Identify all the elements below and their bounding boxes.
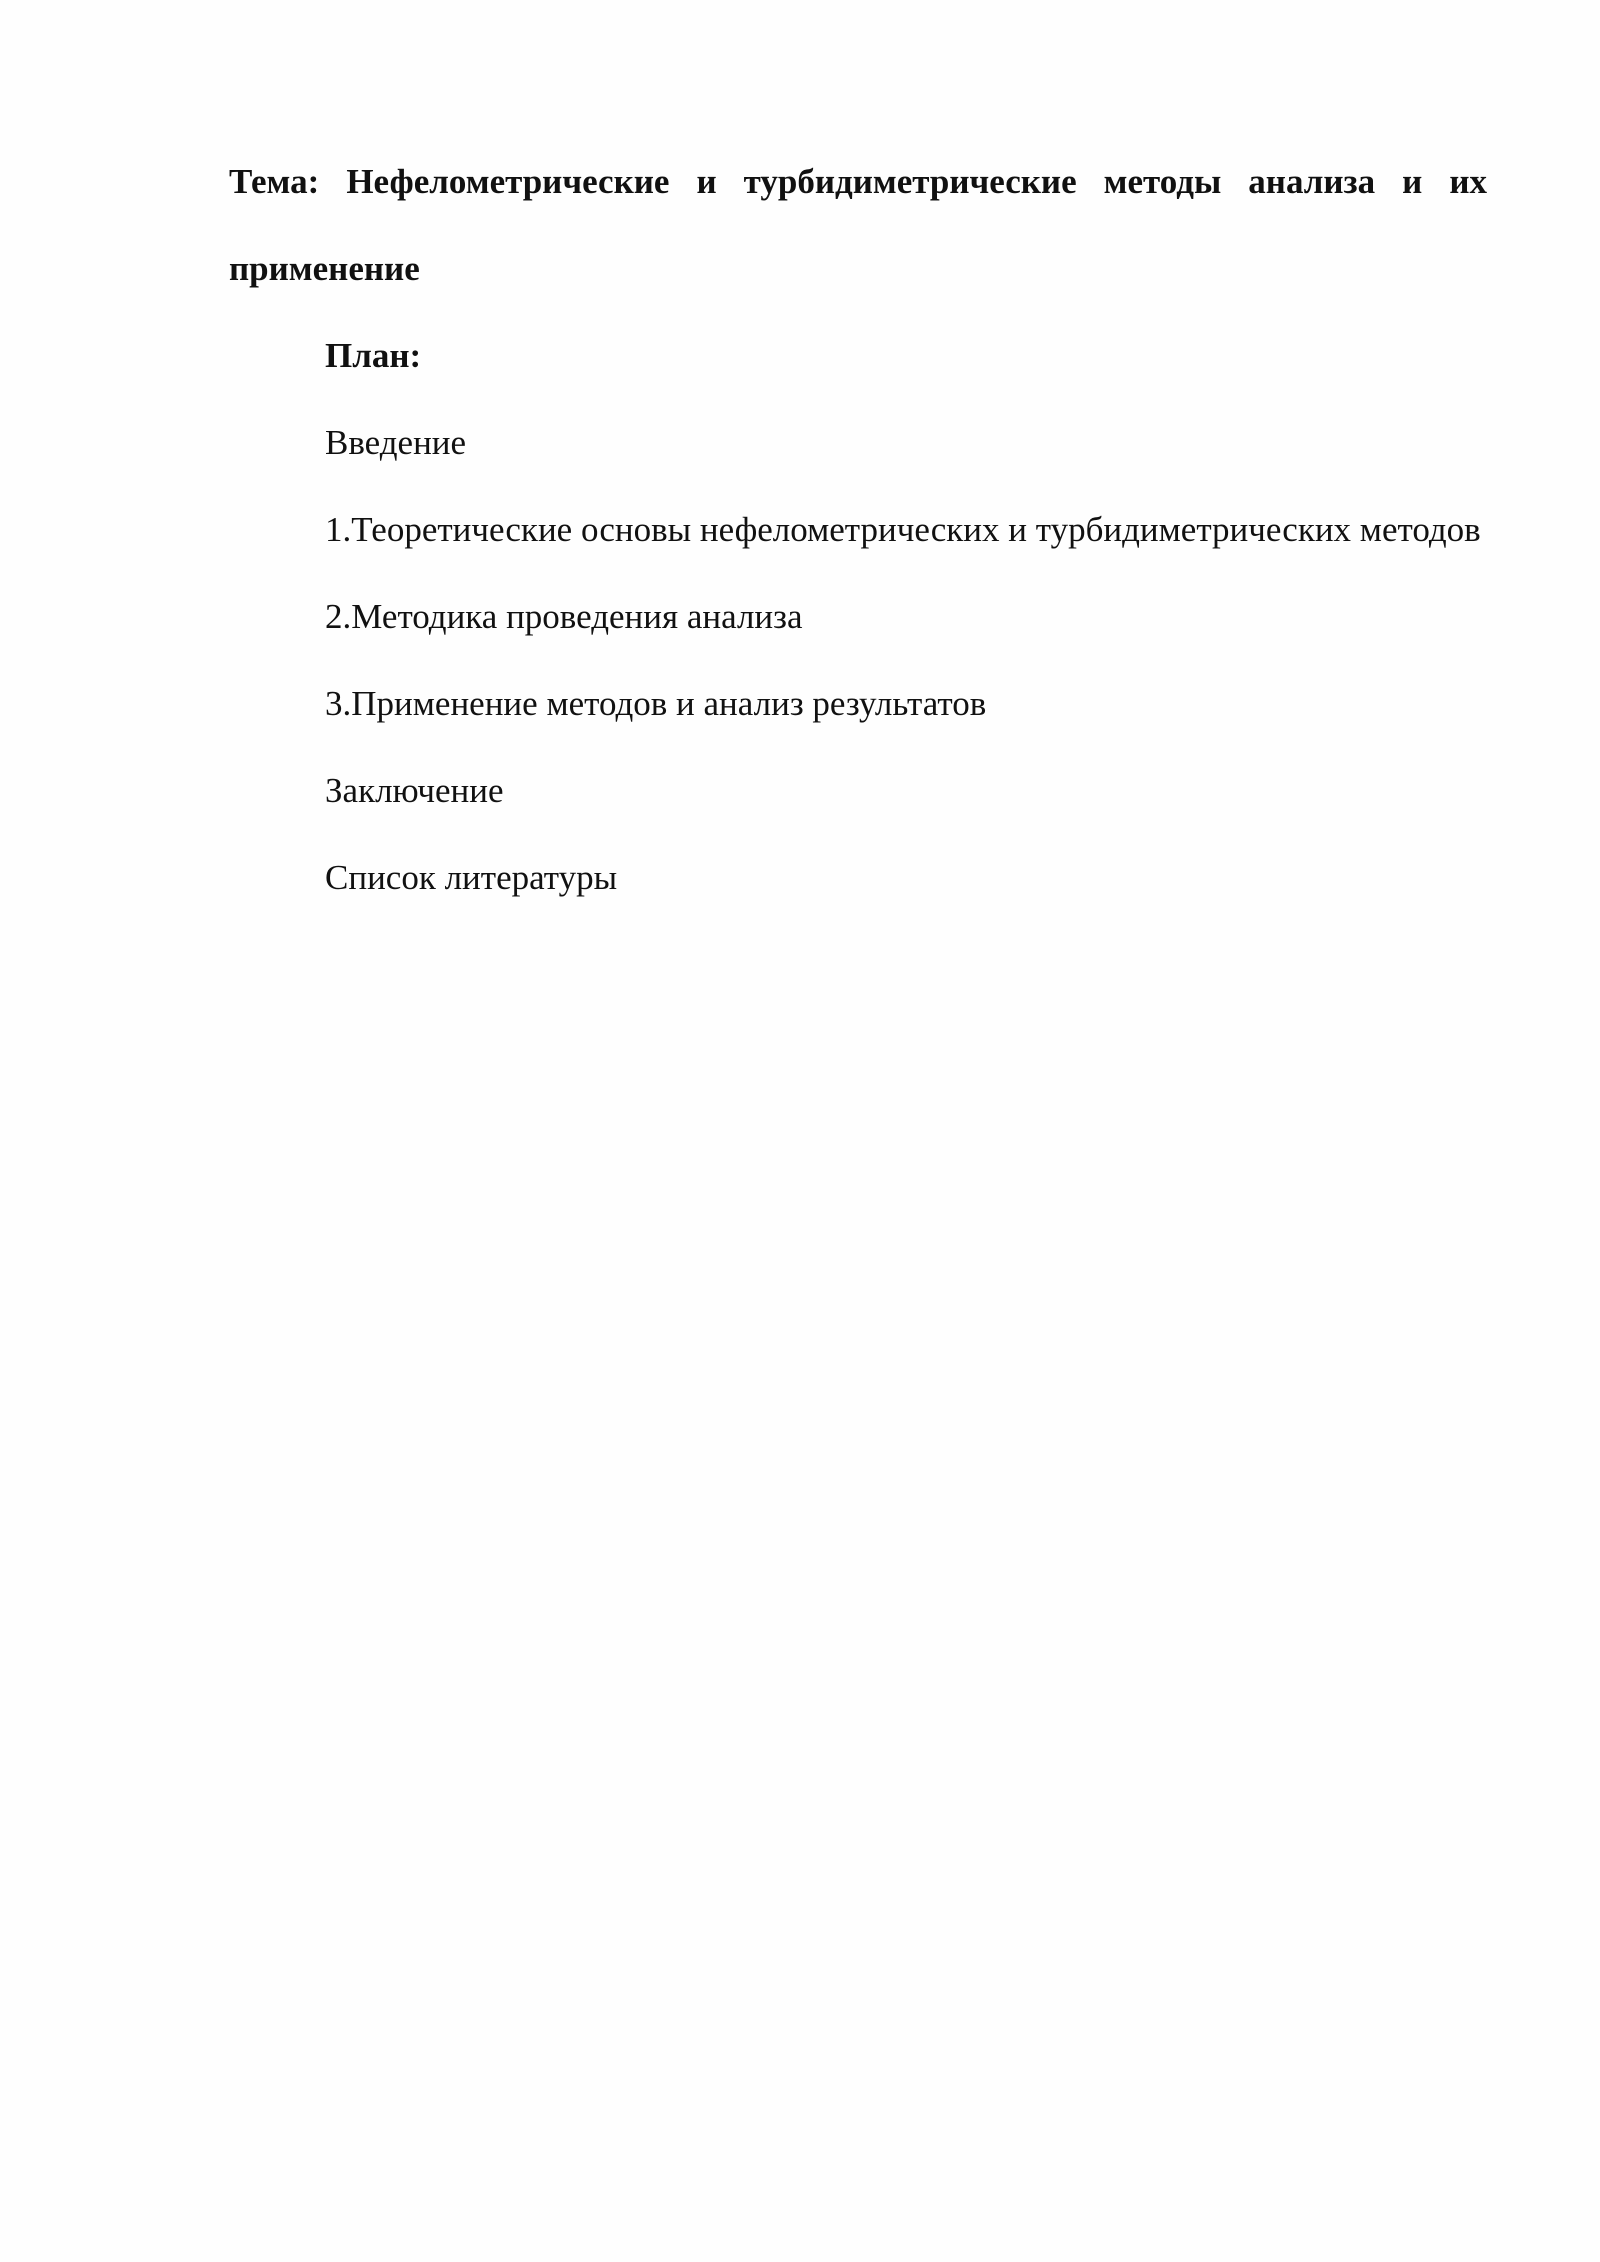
plan-item-conclusion: Заключение	[325, 771, 504, 810]
plan-item-references: Список литературы	[325, 858, 618, 897]
plan-item-theory: 1.Теоретические основы нефелометрических и турбидиметрических методов	[325, 510, 1481, 549]
plan-heading: План:	[325, 336, 422, 375]
plan-item-application: 3.Применение методов и анализ результатов	[325, 684, 987, 723]
plan-item-introduction: Введение	[325, 423, 467, 462]
plan-item-methodology: 2.Методика проведения анализа	[325, 597, 803, 636]
document-body	[229, 138, 1487, 921]
topic-heading: Тема: Нефелометрические и турбидиметрические методы анализа и их применение	[229, 162, 1487, 288]
